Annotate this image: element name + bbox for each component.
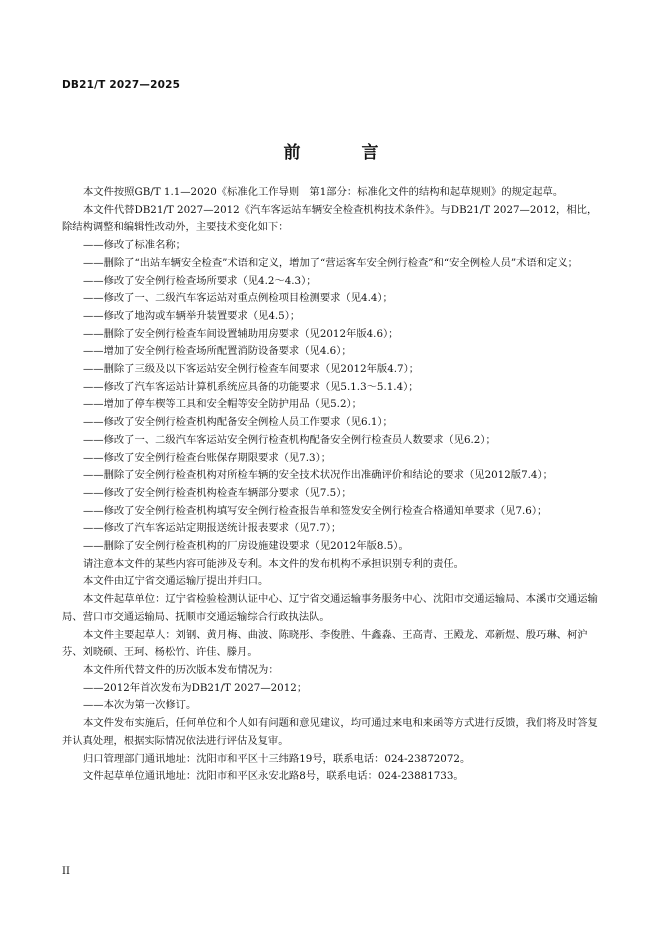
change-list (62, 237, 602, 556)
change-item: ——增加了安全例行检查场所配置消防设备要求（见4.6）； (83, 345, 352, 358)
change-item: ——删除了安全例行检查车间设置辅助用房要求（见2012年版4.6）； (83, 327, 399, 340)
paragraph: 本文件按照GB/T 1.1—2020《标准化工作导则 第1部分：标准化文件的结构和起草规则》的规定起草。 (83, 186, 564, 198)
page-number: II (62, 866, 70, 877)
authority-address: 归口管理部门通讯地址：沈阳市和平区十三纬路19号，联系电话：024-23872072。 (83, 752, 471, 765)
history-item: ——2012年首次发布为DB21/T 2027—2012； (83, 681, 308, 694)
history-heading: 本文件所代替文件的历次版本发布情况为： (83, 663, 279, 676)
history-list (62, 680, 602, 715)
change-item: ——修改了汽车客运站定期报送统计报表要求（见7.7）； (83, 522, 342, 535)
change-item: ——修改了一、二级汽车客运站对重点例检项目检测要求（见4.4）； (83, 292, 393, 305)
change-item: ——删除了安全例行检查机构对所检车辆的安全技术状况作出准确评价和结论的要求（见2012版7.4）； (83, 469, 553, 482)
drafters: 本文件主要起草人：刘钢、黄月梅、曲波、陈晓彤、李俊胜、牛鑫淼、王高青、王殿龙、邓新煜、殷巧琳、柯沪芬、刘晓硕、王珂、杨松竹、许佳、滕月。 (62, 628, 588, 659)
feedback-notice: 本文件发布实施后，任何单位和个人如有问题和意见建议，均可通过来电和来函等方式进行反馈，我们将及时答复并认真处理，根据实际情况依法进行评估及复审。 (62, 717, 598, 747)
paragraph: 本文件代替DB21/T 2027—2012《汽车客运站车辆安全检查机构技术条件》。与DB21/T 2027—2012，相比，除结构调整和编辑性改动外，主要技术变化如下： (62, 203, 598, 234)
document-code: DB21/T 2027—2025 (62, 79, 181, 91)
change-item: ——删除了三级及以下客运站安全例行检查车间要求（见2012年版4.7）； (83, 363, 420, 376)
change-item: ——修改了安全例行检查机构填写安全例行检查报告单和签发安全例行检查合格通知单要求（见7.6）； (83, 504, 548, 517)
history-item: ——本次为第一次修订。 (83, 699, 197, 712)
change-item: ——修改了安全例行检查台账保存期限要求（见7.3）； (83, 451, 332, 464)
change-item: ——删除了安全例行检查机构的厂房设施建设要求（见2012年版8.5）。 (83, 540, 409, 553)
change-item: ——增加了停车楔等工具和安全帽等安全防护用品（见5.2）； (83, 398, 362, 411)
proposer: 本文件由辽宁省交通运输厅提出并归口。 (83, 575, 269, 588)
patent-notice: 请注意本文件的某些内容可能涉及专利。本文件的发布机构不承担识别专利的责任。 (83, 557, 464, 570)
change-item: ——修改了安全例行检查机构配备安全例检人员工作要求（见6.1）； (83, 416, 393, 429)
change-item: ——修改了标准名称； (83, 239, 186, 252)
change-item: ——修改了一、二级汽车客运站安全例行检查机构配备安全例行检查员人数要求（见6.2）； (83, 433, 496, 446)
change-item: ——修改了安全例行检查机构检查车辆部分要求（见7.5）； (83, 486, 352, 499)
drafter-address: 文件起草单位通讯地址：沈阳市和平区永安北路8号，联系电话：024-23881733。 (83, 770, 464, 783)
change-item: ——修改了安全例行检查场所要求（见4.2～4.3）； (83, 274, 317, 287)
change-item: ——修改了地沟或车辆举升装置要求（见4.5）； (83, 309, 301, 322)
drafting-units: 本文件起草单位：辽宁省检验检测认证中心、辽宁省交通运输事务服务中心、沈阳市交通运输局、本溪市交通运输局、营口市交通运输局、抚顺市交通运输综合行政执法队。 (62, 593, 598, 623)
page-title: 前 言 (283, 143, 401, 163)
change-item: ——修改了汽车客运站计算机系统应具备的功能要求（见5.1.3～5.1.4）； (83, 380, 419, 393)
change-item: ——删除了“出站车辆安全检查”术语和定义，增加了“营运客车安全例行检查”和“安全例检人员”术语和定义； (83, 256, 578, 269)
foreword-body (62, 184, 602, 786)
